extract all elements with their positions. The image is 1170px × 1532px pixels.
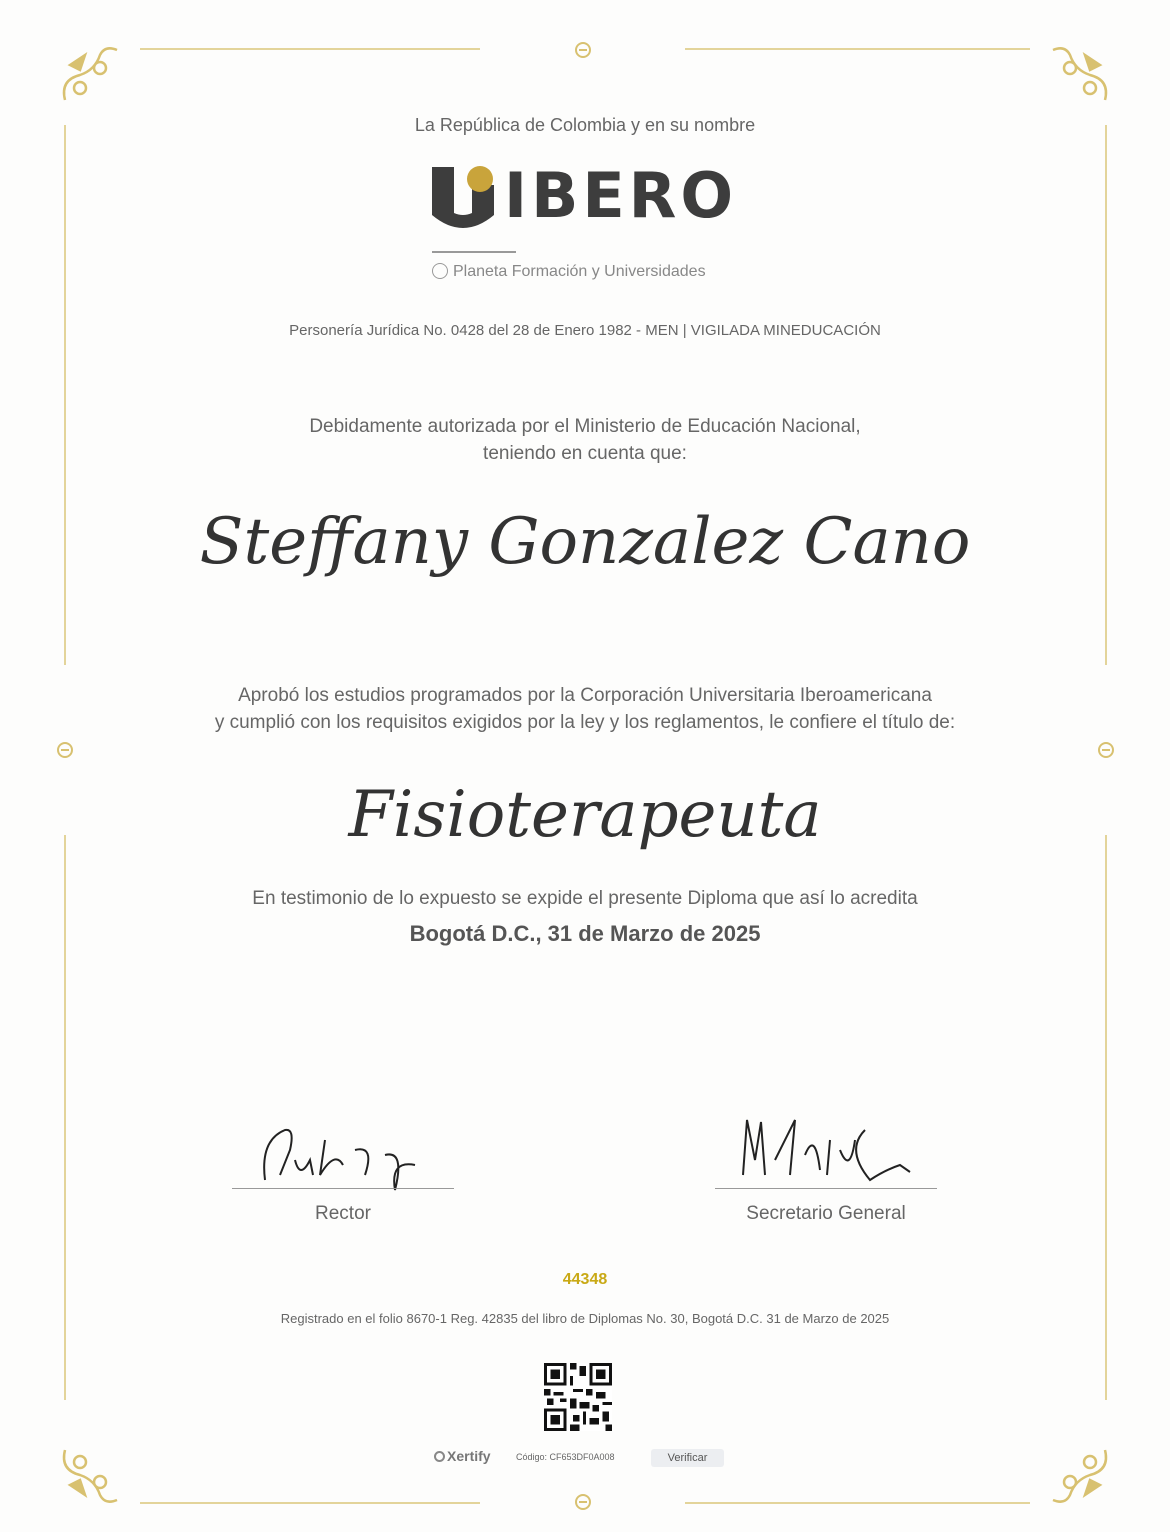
globe-icon: [432, 263, 448, 279]
rector-label: Rector: [315, 1203, 371, 1224]
approval-line1: Aprobó los estudios programados por la Corporación Universitaria Iberoamericana: [238, 685, 932, 706]
ornament-left: [57, 742, 73, 758]
logo-group: Planeta Formación y Universidades: [432, 263, 706, 281]
corner-ornament-icon: [55, 1440, 125, 1510]
ibero-logo: [432, 159, 742, 235]
xertify-brand: Xertify: [434, 1448, 491, 1464]
logo-divider: [432, 251, 516, 253]
ornament-right: [1098, 742, 1114, 758]
secretary-signature-line: [715, 1188, 937, 1189]
rector-signature: [255, 1120, 445, 1195]
header-line: La República de Colombia y en su nombre: [414, 115, 756, 135]
legal-text: Personería Jurídica No. 0428 del 28 de Enero 1982 - MEN | VIGILADA MINEDUCACIÓN: [289, 322, 881, 339]
logo-brand: IBERO: [504, 159, 738, 232]
authorization-line1: Debidamente autorizada por el Ministerio de Educación Nacional,: [309, 416, 861, 437]
verify-button[interactable]: Verificar: [651, 1449, 724, 1467]
secretary-signature: [735, 1110, 925, 1190]
secretary-label: Secretario General: [746, 1203, 906, 1224]
registry-text: Registrado en el folio 8670-1 Reg. 42835 del libro de Diplomas No. 30, Bogotá D.C. 31 de Marzo de 2025: [280, 1311, 890, 1326]
degree-title: Fisioterapeuta: [348, 778, 822, 852]
rector-signature-line: [232, 1188, 454, 1189]
graduate-name: Steffany Gonzalez Cano: [199, 505, 971, 579]
corner-ornament-icon: [55, 40, 125, 110]
diploma-number: 44348: [562, 1271, 608, 1288]
testimony-text: En testimonio de lo expuesto se expide el presente Diploma que así lo acredita: [252, 888, 918, 909]
corner-ornament-icon: [1045, 40, 1115, 110]
verification-code: Código: CF653DF0A008: [516, 1452, 615, 1462]
ibero-shield-icon: [432, 165, 494, 233]
ornament-top: [575, 42, 591, 58]
qr-code[interactable]: [544, 1363, 612, 1431]
xertify-logo-icon: [434, 1451, 445, 1462]
corner-ornament-icon: [1045, 1440, 1115, 1510]
authorization-line2: teniendo en cuenta que:: [483, 443, 687, 464]
approval-line2: y cumplió con los requisitos exigidos por la ley y los reglamentos, le confiere el título de:: [214, 712, 956, 733]
place-date: Bogotá D.C., 31 de Marzo de 2025: [409, 921, 761, 946]
ornament-bottom: [575, 1494, 591, 1510]
